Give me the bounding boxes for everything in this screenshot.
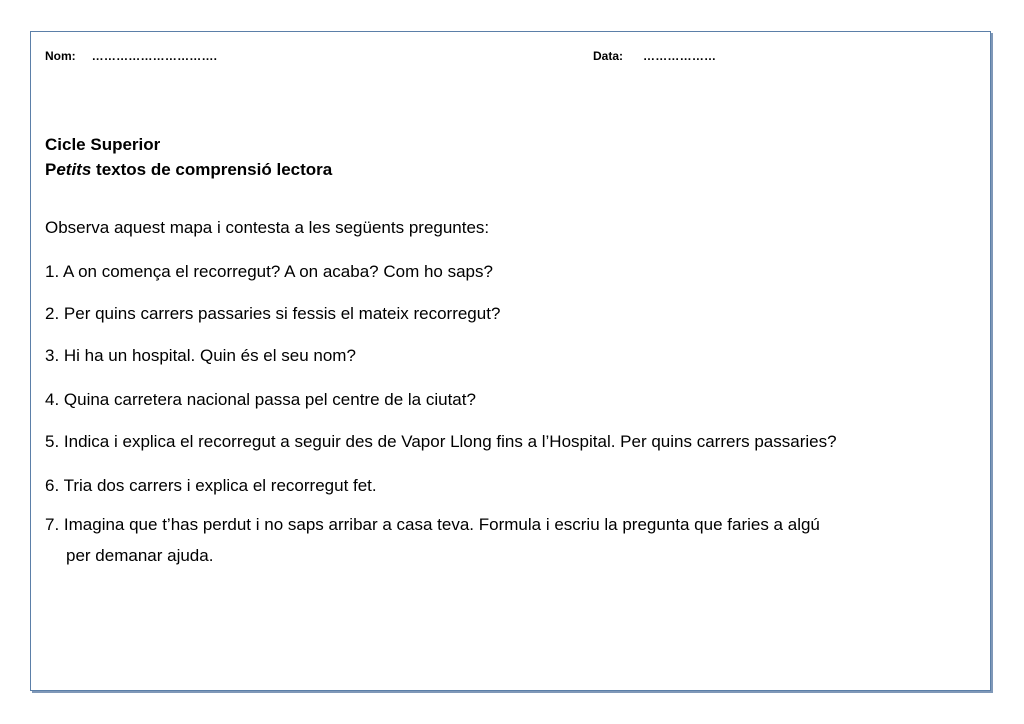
name-label: Nom: — [45, 49, 76, 63]
title-italic-word: etits — [56, 160, 92, 179]
worksheet-title — [45, 159, 332, 181]
date-blank: ……………… — [643, 49, 717, 63]
question-6: 6. Tria dos carrers i explica el recorregut fet. — [45, 476, 377, 495]
question-7: 7. Imagina que t’has perdut i no saps arribar a casa teva. Formula i escriu la pregunta que faries a algú — [45, 515, 820, 534]
instruction-text: Observa aquest mapa i contesta a les següents preguntes: — [45, 218, 490, 237]
question-4: 4. Quina carretera nacional passa pel centre de la ciutat? — [45, 390, 476, 409]
question-2: 2. Per quins carrers passaries si fessis el mateix recorregut? — [45, 304, 501, 323]
question-1: 1. A on comença el recorregut? A on acaba? Com ho saps? — [45, 262, 493, 281]
name-field — [45, 48, 217, 64]
question-5: 5. Indica i explica el recorregut a seguir des de Vapor Llong fins a l’Hospital. Per quins carrers passaries? — [45, 432, 837, 451]
title-prefix: P — [45, 160, 57, 179]
question-7-continuation: per demanar ajuda. — [66, 546, 214, 565]
title-rest: textos de comprensió lectora — [91, 160, 333, 179]
question-3: 3. Hi ha un hospital. Quin és el seu nom? — [45, 346, 356, 365]
cycle-heading: Cicle Superior — [45, 135, 161, 154]
name-blank: …………………………. — [91, 49, 218, 63]
date-field — [593, 48, 716, 64]
date-label: Data: — [593, 49, 624, 63]
